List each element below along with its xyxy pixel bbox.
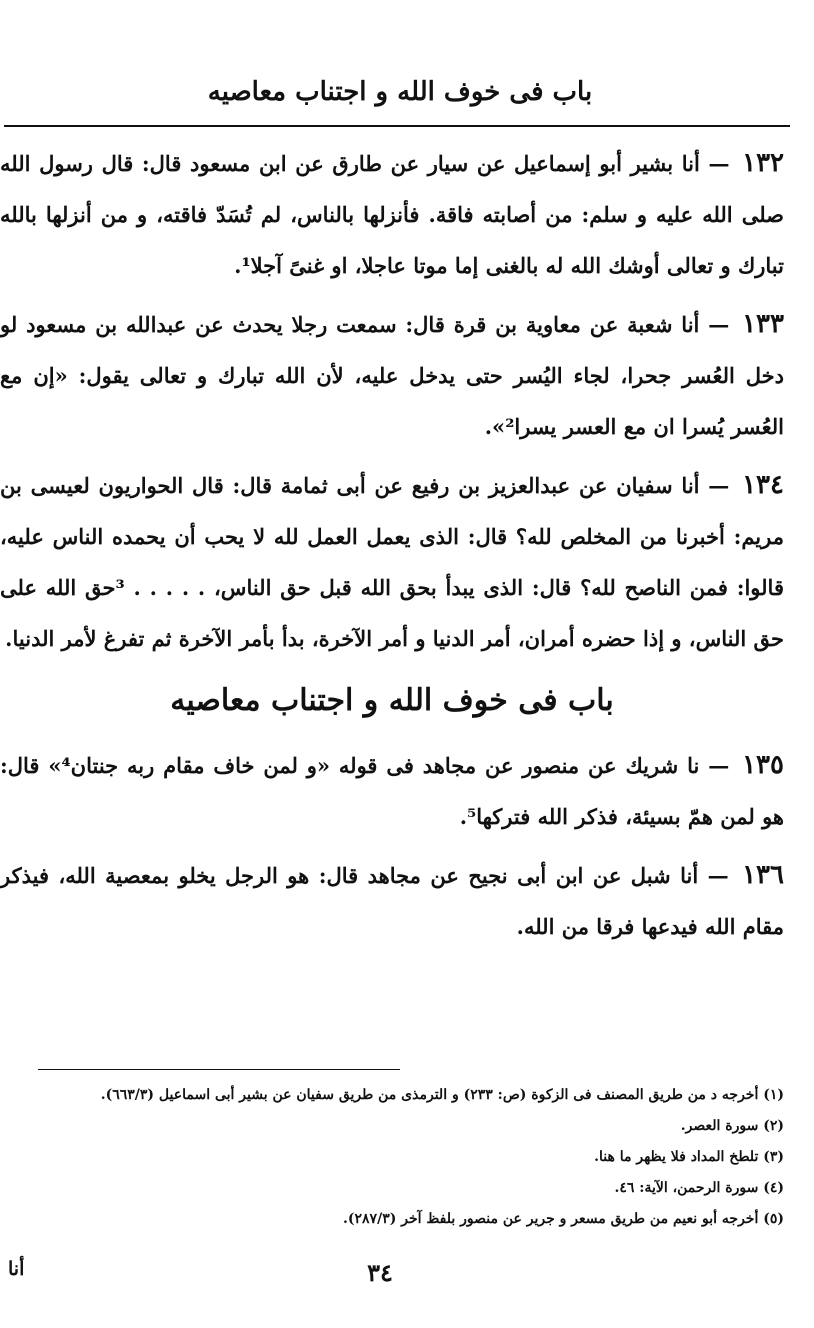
catchword: أنا	[8, 1258, 25, 1280]
page-number: ٣٤	[367, 1258, 393, 1287]
footnote-5: (٥) أخرجه أبو نعيم من طريق مسعر و جرير عن منصور بلفظ آخر (٢٨٧/٣).	[343, 1211, 784, 1227]
hadith-number: ١٣٣	[742, 309, 784, 339]
paragraph-134	[0, 460, 784, 664]
footnote-4: (٤) سورة الرحمن، الآية: ٤٦.	[614, 1180, 784, 1196]
paragraph-136	[0, 850, 784, 952]
footnotes	[24, 1080, 784, 1235]
paragraph-text: — أنا بشير أبو إسماعيل عن سيار عن طارق عن ابن مسعود قال: قال رسول الله صلى الله عليه و سلم: من أصابته فاقة. فأنزلها بالناس، لم تُسَدّ فاقته، و من أنزلها بالله تبارك و تعالى أوشك الله له بالغنى إما موتا عاجلا، او غنىً آجلا¹.	[0, 151, 784, 278]
header-rule	[4, 125, 790, 127]
hadith-number: ١٣٥	[742, 750, 784, 780]
main-text	[0, 138, 784, 952]
footnote-1: (١) أخرجه د من طريق المصنف فى الزكوة (ص: ٢٣٣) و الترمذى من طريق سفيان عن بشير أبى اسماعيل (٦٦٣/٣).	[100, 1087, 784, 1103]
hadith-number: ١٣٦	[742, 860, 784, 890]
hadith-number: ١٣٤	[742, 470, 784, 500]
paragraph-text: — نا شريك عن منصور عن مجاهد فى قوله «و لمن خاف مقام ربه جنتان⁴» قال: هو لمن همّ بسيئة، فذكر الله فتركها⁵.	[0, 753, 784, 829]
running-head: باب فى خوف الله و اجتناب معاصيه	[207, 77, 593, 107]
paragraph-text: — أنا شعبة عن معاوية بن قرة قال: سمعت رجلا يحدث عن عبدالله بن مسعود لو دخل العُسر جحرا، لجاء اليُسر حتى يدخل عليه، لأن الله تبارك و تعالى يقول: «إن مع العُسر يُسرا ان مع العسر يسرا²».	[0, 312, 784, 439]
footnote-2: (٢) سورة العصر.	[680, 1118, 784, 1134]
paragraph-135	[0, 740, 784, 842]
paragraph-text: — أنا سفيان عن عبدالعزيز بن رفيع عن أبى ثمامة قال: قال الحواريون لعيسى بن مريم: أخبرنا من المخلص لله؟ قال: الذى يعمل العمل لله لا يحب أن يحمده الناس عليه، قالوا: فمن الناصح لله؟ قال: الذى يبدأ بحق الله قبل حق الناس، . . . . . ³حق الله على حق الناس، و إذا حضره أمران، أمر الدنيا و أمر الآخرة، بدأ بأمر الآخرة ثم تفرغ لأمر الدنيا.	[0, 473, 784, 651]
hadith-number: ١٣٢	[742, 148, 785, 178]
footnote-3: (٣) تلطخ المداد فلا يظهر ما هنا.	[594, 1149, 784, 1165]
paragraph-133	[0, 299, 784, 452]
paragraph-text: — أنا شبل عن ابن أبى نجيح عن مجاهد قال: هو الرجل يخلو بمعصية الله، فيذكر مقام الله فيدعها فرقا من الله.	[0, 863, 784, 939]
paragraph-132	[0, 138, 784, 291]
section-heading: باب فى خوف الله و اجتناب معاصيه	[170, 683, 614, 718]
footnote-rule	[38, 1069, 400, 1070]
